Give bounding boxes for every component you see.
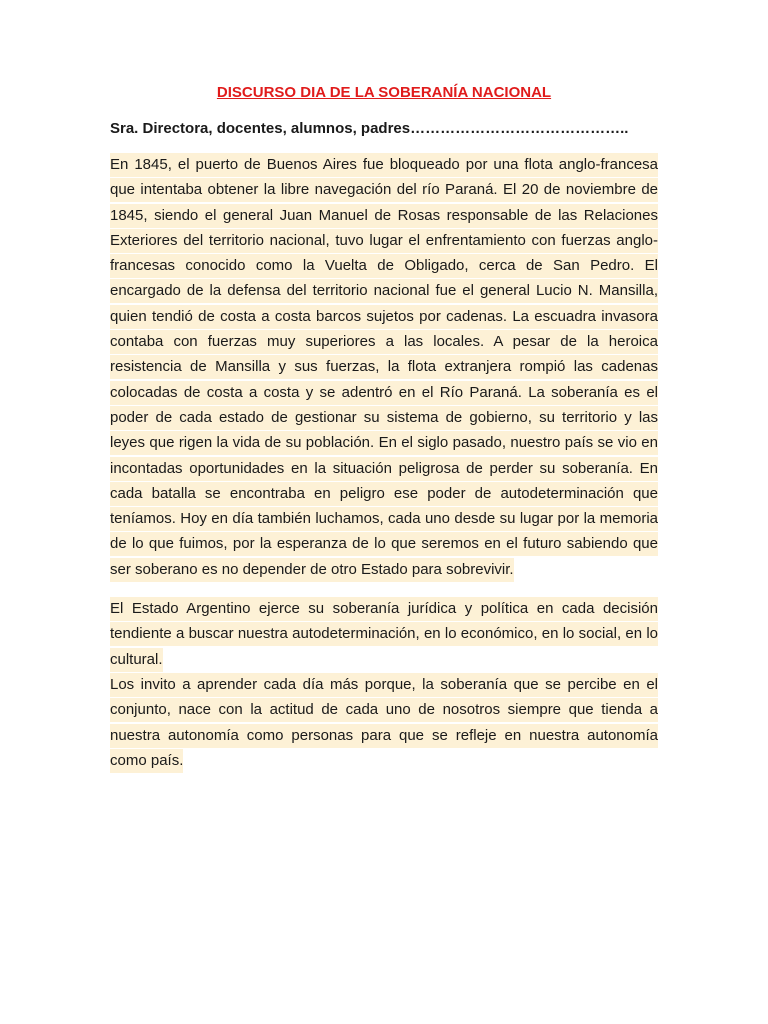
paragraph-history [110,152,658,582]
paragraph-invitation [110,672,658,773]
document-content [110,82,658,787]
document-title: DISCURSO DIA DE LA SOBERANÍA NACIONAL [216,84,552,101]
paragraph-state [110,596,658,672]
paragraph-state-text: El Estado Argentino ejerce su soberanía jurídica y política en cada decisión tendiente a buscar nuestra autodeterminación, en lo económico, en lo social, en lo cultural. [110,597,658,672]
paragraph-invitation-text: Los invito a aprender cada día más porque, la soberanía que se percibe en el conjunto, nace con la actitud de cada uno de nosotros siempre que tienda a nuestra autonomía como personas para que se refleje en nuestra autonomía como país. [110,673,658,773]
paragraph-history-text: En 1845, el puerto de Buenos Aires fue bloqueado por una flota anglo-francesa que intentaba obtener la libre navegación del río Paraná. El 20 de noviembre de 1845, siendo el general Juan Manuel de Rosas responsable de las Relaciones Exteriores del territorio nacional, tuvo lugar el enfrentamiento con fuerzas anglo-francesas conocido como la Vuelta de Obligado, cerca de San Pedro. El encargado de la defensa del territorio nacional fue el general Lucio N. Mansilla, quien tendió de costa a costa barcos sujetos por cadenas. La escuadra invasora contaba con fuerzas muy superiores a las locales. A pesar de la heroica resistencia de Mansilla y sus fuerzas, la flota extranjera rompió las cadenas colocadas de costa a costa y se adentró en el Río Paraná. La soberanía es el poder de cada estado de gestionar su sistema de gobierno, su territorio y las leyes que rigen la vida de su población. En el siglo pasado, nuestro país se vio en incontadas oportunidades en la situación peligrosa de perder su soberanía. En cada batalla se encontraba en peligro ese poder de autodeterminación que teníamos. Hoy en día también luchamos, cada uno desde su lugar por la memoria de lo que fuimos, por la esperanza de lo que seremos en el futuro sabiendo que ser soberano es no depender de otro Estado para sobrevivir. [110,153,658,582]
greeting-line: Sra. Directora, docentes, alumnos, padres…………………………………….. [110,120,629,137]
